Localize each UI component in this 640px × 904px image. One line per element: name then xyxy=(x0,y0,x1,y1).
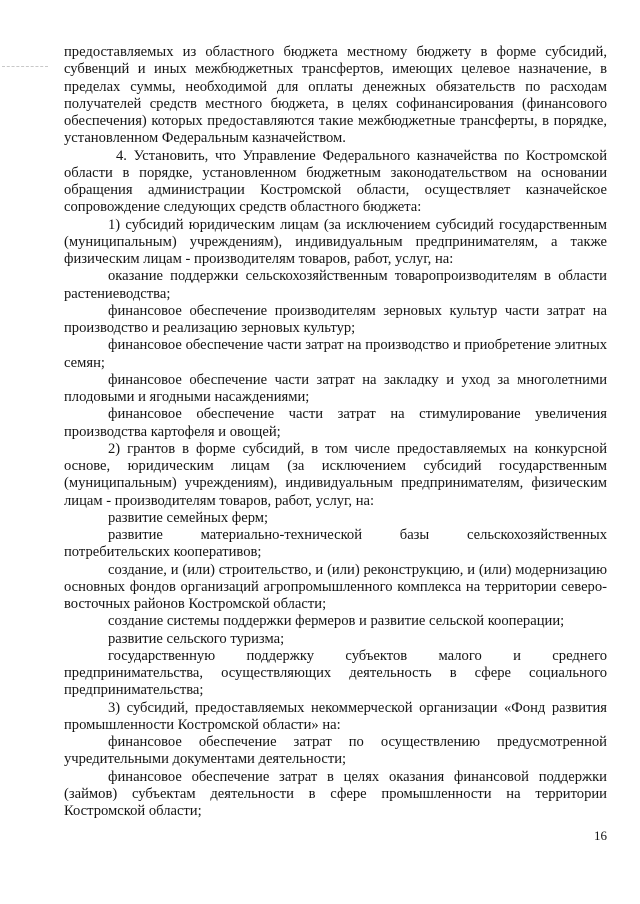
paragraph: оказание поддержки сельскохозяйственным товаропроизводителям в области растениеводства; xyxy=(64,268,607,302)
paragraph: финансовое обеспечение затрат по осуществлению предусмотренной учредительными документами деятельности; xyxy=(64,734,607,768)
paragraph: предоставляемых из областного бюджета местному бюджету в форме субсидий, субвенций и иных межбюджетных трансфертов, имеющих целевое назначение, в пределах суммы, необходимой для оплаты денежных обязательств по расходам получателей средств местного бюджета, в целях софинансирования (финансового обеспечения) которых предоставляются такие межбюджетные трансферты, в порядке, установленном Федеральным казначейством. xyxy=(64,44,607,147)
paragraph: развитие сельского туризма; xyxy=(108,630,285,647)
scan-artifact xyxy=(2,66,48,67)
paragraph: развитие семейных ферм; xyxy=(108,509,269,526)
paragraph: создание системы поддержки фермеров и развитие сельской кооперации; xyxy=(108,613,565,630)
paragraph: развитие материально-технической базы сельскохозяйственных потребительских кооперативов; xyxy=(64,527,607,561)
paragraph: 4. Установить, что Управление Федерального казначейства по Костромской области в порядке, установленном бюджетным законодательством на основании обращения администрации Костромской области, осуществляет казначейское сопровождение следующих средств областного бюджета: xyxy=(64,147,607,216)
page-number: 16 xyxy=(594,828,607,843)
paragraph: финансовое обеспечение части затрат на закладку и уход за многолетними плодовыми и ягодными насаждениями; xyxy=(64,371,607,405)
paragraph: финансовое обеспечение части затрат на стимулирование увеличения производства картофеля и овощей; xyxy=(64,406,607,440)
document-body xyxy=(64,44,607,820)
paragraph: финансовое обеспечение части затрат на производство и приобретение элитных семян; xyxy=(64,337,607,371)
paragraph: государственную поддержку субъектов малого и среднего предпринимательства, осуществляющих деятельность в сфере социального предпринимательства; xyxy=(64,647,607,699)
paragraph: 3) субсидий, предоставляемых некоммерческой организации «Фонд развития промышленности Костромской области» на: xyxy=(64,699,607,733)
paragraph: 1) субсидий юридическим лицам (за исключением субсидий государственным (муниципальным) учреждениям), индивидуальным предпринимателям, а также физическим лицам - производителям товаров, работ, услуг, на: xyxy=(64,216,607,267)
paragraph: финансовое обеспечение производителям зерновых культур части затрат на производство и реализацию зерновых культур; xyxy=(64,302,607,336)
paragraph: создание, и (или) строительство, и (или) реконструкцию, и (или) модернизацию основных фондов организаций агропромышленного комплекса на территории северо-восточных районов Костромской области; xyxy=(64,561,607,612)
paragraph: финансовое обеспечение затрат в целях оказания финансовой поддержки (займов) субъектам деятельности в сфере промышленности на территории Костромской области; xyxy=(64,768,607,819)
paragraph: 2) грантов в форме субсидий, в том числе предоставляемых на конкурсной основе, юридическим лицам (за исключением субсидий государственным (муниципальным) учреждениям), индивидуальным предпринимателям, физическим лицам - производителям товаров, работ, услуг, на: xyxy=(64,440,607,509)
